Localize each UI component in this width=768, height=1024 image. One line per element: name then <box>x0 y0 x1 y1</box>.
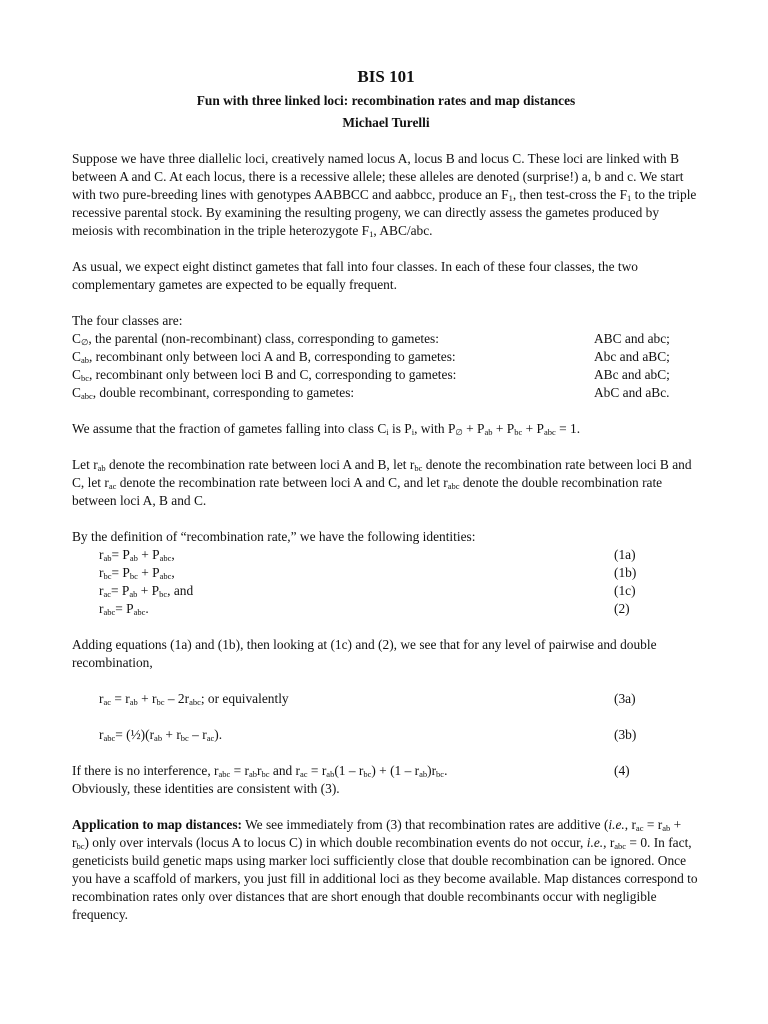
equation-2: $r_{abc}= P_{abc}$. (2) <box>72 600 700 618</box>
equation-3a: $r_{ac} = r_{ab} + r_{bc} - 2r_{abc}$; or equivalently (3a) <box>72 690 700 708</box>
equation-number: (3b) <box>614 727 637 742</box>
application-heading: Application to map distances: <box>72 817 242 832</box>
class-gametes: ABC and abc; <box>594 331 670 346</box>
class-gametes: AbC and aBc. <box>594 385 670 400</box>
gametes-paragraph: As usual, we expect eight distinct gametes that fall into four classes. In each of these four classes, the two complementary gametes are expected to be equally frequent. <box>72 259 638 292</box>
equation-number: (2) <box>614 601 630 616</box>
application-paragraph: Application to map distances: We see immediately from (3) that recombination rates are additive (i.e., $r_{ac} = r_{ab} + r_{bc}$) only over intervals (locus A to locus C) in which double recombination events do not occur, i.e., $r_{abc} = 0$. In fact, geneticists build genetic maps using marker loci sufficiently close that double recombination can be ignored. Once you have a scaffold of markers, you just fill in additional loci as they become available. Map distances correspond to recombination rates only over distances that are short enough that double recombinants occur with negligible frequency. <box>72 817 698 922</box>
document-page <box>72 66 700 942</box>
equation-3b: $r_{abc}=$ $(\frac{1}{2})(r_{ab} + r_{bc} - r_{ac})$. (3b) <box>72 726 700 744</box>
classes-list <box>72 312 700 402</box>
class-row: $C_\emptyset$, the parental (non-recombinant) class, corresponding to gametes: ABC and abc; <box>72 330 700 348</box>
equation-1a: $r_{ab}= P_{ab} + P_{abc}$, (1a) <box>72 546 700 564</box>
class-row: $C_{ab}$, recombinant only between loci A and B, corresponding to gametes: Abc and aBC; <box>72 348 700 366</box>
class-row: $C_{bc}$, recombinant only between loci B and C, corresponding to gametes: ABc and abC; <box>72 366 700 384</box>
definition-block <box>72 528 700 618</box>
class-gametes: Abc and aBC; <box>594 349 670 364</box>
equation-number: (1a) <box>614 547 636 562</box>
let-paragraph: Let $r_{ab}$ denote the recombination rate between loci A and B, let $r_{bc}$ denote the recombination rate between loci B and C, let $r_{ac}$ denote the recombination rate between loci A and C, and let $r_{abc}$ denote the double recombination rate between loci A, B and C. <box>72 457 692 508</box>
class-row: $C_{abc}$, double recombinant, corresponding to gametes: AbC and aBc. <box>72 384 700 402</box>
equation-1b: $r_{bc}= P_{bc} + P_{abc}$, (1b) <box>72 564 700 582</box>
intro-paragraph: Suppose we have three diallelic loci, creatively named locus A, locus B and locus C. These loci are linked with B between A and C. At each locus, there is a recessive allele; these alleles are denoted (surprise!) a, b and c. We start with two pure-breeding lines with genotypes AABBCC and aabbcc, produce an $F_1$, then test-cross the $F_1$ to the triple recessive parental stock. By examining the resulting progeny, we can directly assess the gametes produced by meiosis with recombination in the triple heterozygote $F_1$, ABC/abc. <box>72 151 697 239</box>
equation-4: If there is no interference, $r_{abc} = r_{ab}r_{bc}$ and $r_{ac} = r_{ab}(1 - r_{bc}) + (1 - r_{ab})r_{bc}$. (4) <box>72 762 700 780</box>
assumption-paragraph: We assume that the fraction of gametes falling into class $C_i$ is $P_i$, with $P_\emptyset + P_{ab} + P_{bc} + P_{abc} = 1$. <box>72 421 581 437</box>
equation-number: (4) <box>614 763 630 778</box>
classes-intro: The four classes are: <box>72 313 183 328</box>
doc-title: BIS 101 <box>357 67 415 86</box>
definition-intro: By the definition of “recombination rate,” we have the following identities: <box>72 529 476 544</box>
equation-number: (1c) <box>614 583 636 598</box>
class-gametes: ABc and abC; <box>594 367 670 382</box>
obvious-line: Obviously, these identities are consistent with (3). <box>72 781 340 796</box>
doc-author: Michael Turelli <box>342 115 430 130</box>
doc-subtitle: Fun with three linked loci: recombination rates and map distances <box>196 93 576 108</box>
adding-paragraph: Adding equations (1a) and (1b), then looking at (1c) and (2), we see that for any level of pairwise and double recombination, <box>72 637 657 670</box>
equation-number: (1b) <box>614 565 637 580</box>
equation-number: (3a) <box>614 691 636 706</box>
equation-1c: $r_{ac}= P_{ab} + P_{bc}$, and (1c) <box>72 582 700 600</box>
